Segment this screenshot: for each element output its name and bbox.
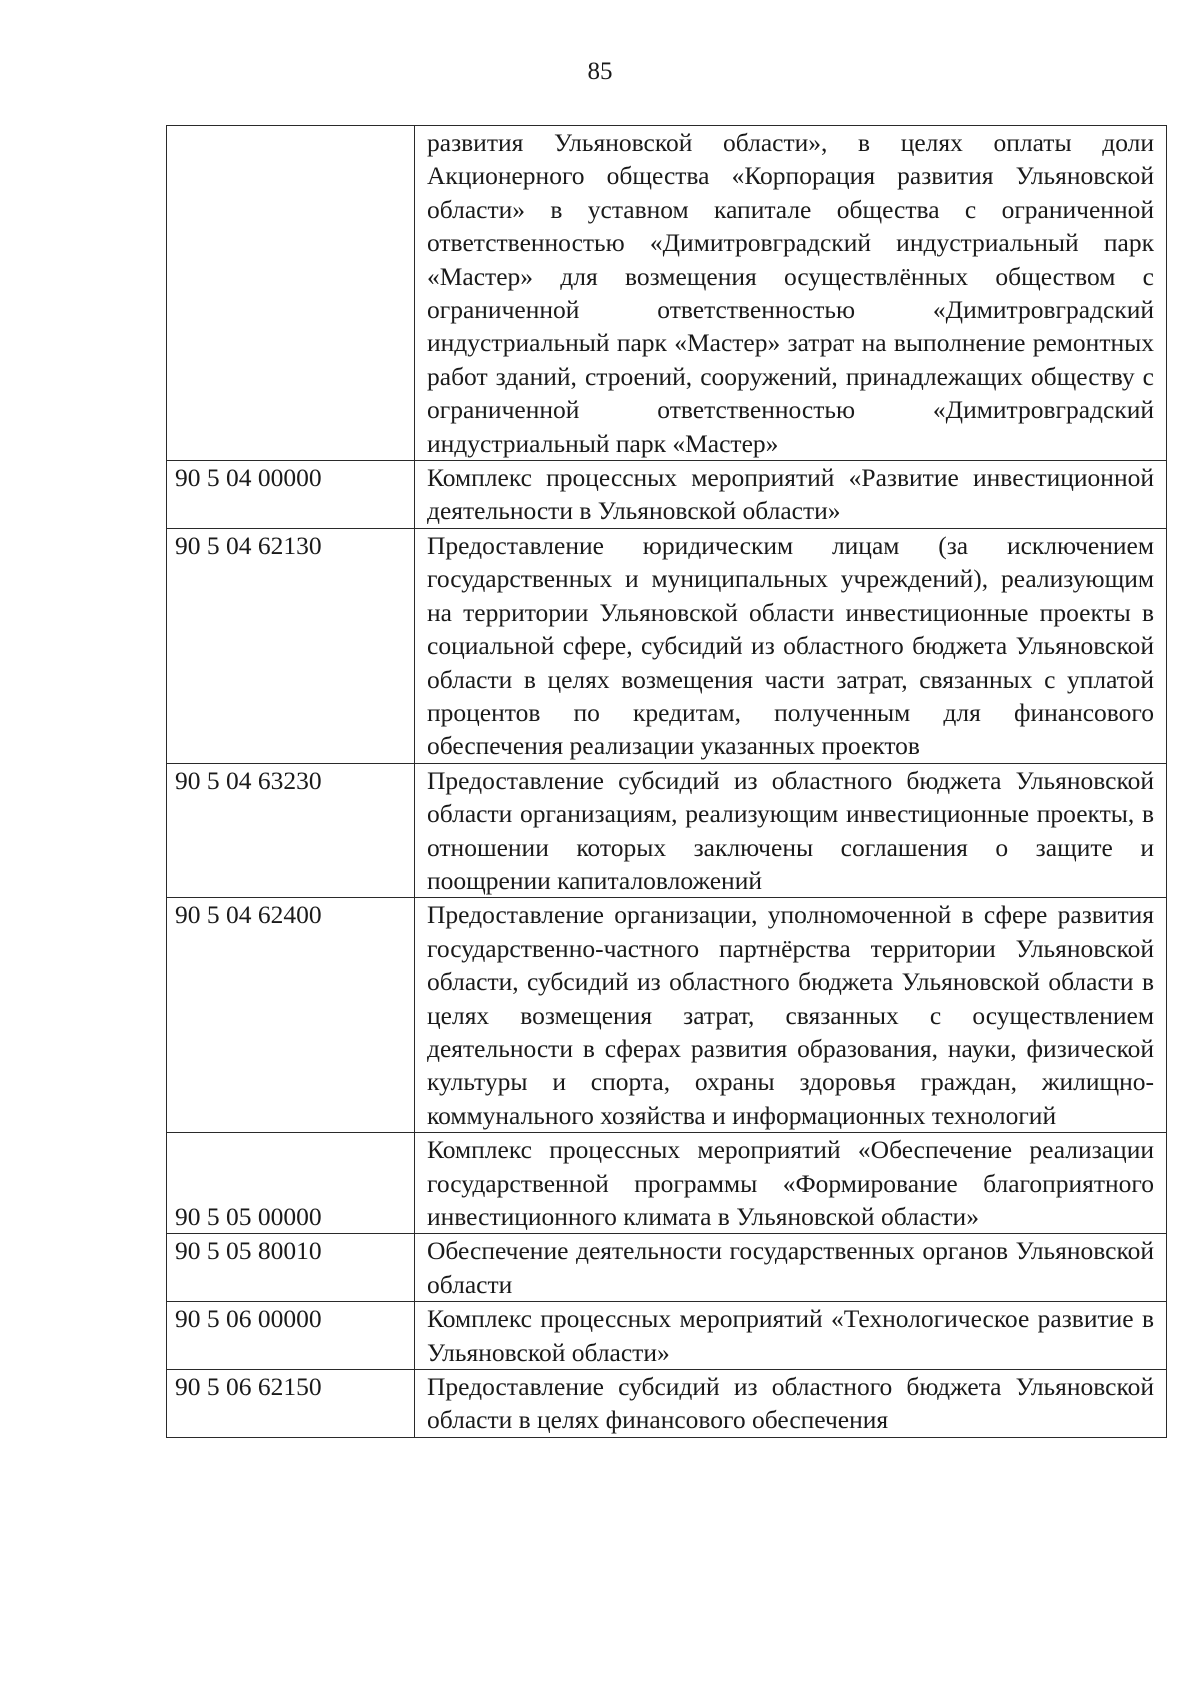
row-description: Обеспечение деятельности государственных органов Ульяновской области: [415, 1234, 1167, 1302]
table-row: [167, 1302, 1167, 1370]
table-row: [167, 763, 1167, 898]
row-description: Предоставление юридическим лицам (за исключением государственных и муниципальных учреждений), реализующим на территории Ульяновской области инвестиционные проекты в социальной сфере, субсидий из областного бюджета Ульяновской области в целях возмещения части затрат, связанных с уплатой процентов по кредитам, полученным для финансового обеспечения реализации указанных проектов: [415, 528, 1167, 763]
row-description: Предоставление организации, уполномоченной в сфере развития государственно-частного партнёрства территории Ульяновской области, субсидий из областного бюджета Ульяновской области в целях возмещения затрат, связанных с осуществлением деятельности в сферах развития образования, науки, физической культуры и спорта, охраны здоровья граждан, жилищно-коммунального хозяйства и информационных технологий: [415, 898, 1167, 1133]
row-code: 90 5 04 63230: [167, 763, 415, 898]
table-row: [167, 461, 1167, 529]
table-row: [167, 1133, 1167, 1234]
table-row: [167, 528, 1167, 763]
row-code: 90 5 06 62150: [167, 1370, 415, 1438]
row-code: 90 5 04 62400: [167, 898, 415, 1133]
row-description: развития Ульяновской области», в целях оплаты доли Акционерного общества «Корпорация развития Ульяновской области» в уставном капитале общества с ограниченной ответственностью «Димитровградский индустриальный парк «Мастер» для возмещения осуществлённых обществом с ограниченной ответственностью «Димитровградский индустриальный парк «Мастер» затрат на выполнение ремонтных работ зданий, строений, сооружений, принадлежащих обществу с ограниченной ответственностью «Димитровградский индустриальный парк «Мастер»: [415, 126, 1167, 461]
classification-table: [166, 125, 1167, 1438]
table-row: [167, 898, 1167, 1133]
table-row: [167, 1234, 1167, 1302]
row-description: Комплекс процессных мероприятий «Обеспечение реализации государственной программы «Формирование благоприятного инвестиционного климата в Ульяновской области»: [415, 1133, 1167, 1234]
row-code: 90 5 04 00000: [167, 461, 415, 529]
table-row: [167, 1370, 1167, 1438]
page-number: 85: [587, 58, 613, 85]
row-code: 90 5 04 62130: [167, 528, 415, 763]
table-row: [167, 126, 1167, 461]
row-code: 90 5 06 00000: [167, 1302, 415, 1370]
row-code: 90 5 05 00000: [167, 1133, 415, 1234]
row-description: Предоставление субсидий из областного бюджета Ульяновской области в целях финансового обеспечения: [415, 1370, 1167, 1438]
row-description: Комплекс процессных мероприятий «Развитие инвестиционной деятельности в Ульяновской области»: [415, 461, 1167, 529]
row-code: [167, 126, 415, 461]
row-description: Комплекс процессных мероприятий «Технологическое развитие в Ульяновской области»: [415, 1302, 1167, 1370]
row-description: Предоставление субсидий из областного бюджета Ульяновской области организациям, реализующим инвестиционные проекты, в отношении которых заключены соглашения о защите и поощрении капиталовложений: [415, 763, 1167, 898]
row-code: 90 5 05 80010: [167, 1234, 415, 1302]
